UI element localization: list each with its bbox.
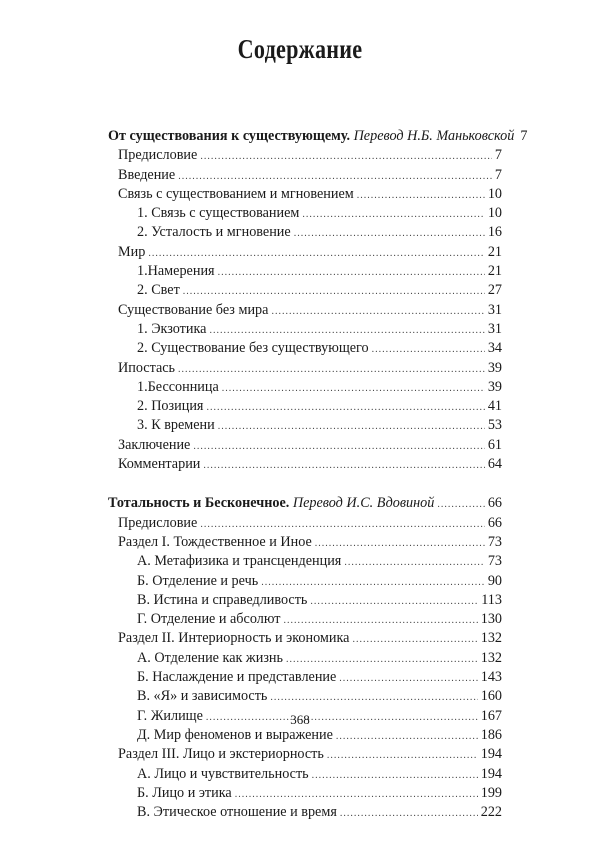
section-translator: Перевод И.С. Вдовиной bbox=[292, 495, 435, 512]
toc-entry bbox=[137, 339, 502, 358]
toc-entry bbox=[137, 765, 502, 784]
toc-entry bbox=[137, 591, 502, 610]
toc-entry-label: А. Метафизика и трансценденция bbox=[137, 553, 342, 570]
toc-section bbox=[0, 494, 600, 822]
toc-entry-label: Раздел III. Лицо и экстериорность bbox=[118, 746, 324, 763]
toc-entry-page: 61 bbox=[487, 436, 502, 453]
dot-leader bbox=[271, 302, 484, 321]
toc-entry bbox=[137, 223, 502, 242]
toc-entry-page: 130 bbox=[480, 611, 502, 628]
toc-entry-page: 10 bbox=[487, 205, 502, 222]
toc-entry-label: 2. Свет bbox=[137, 282, 180, 299]
dot-leader bbox=[178, 360, 485, 379]
toc-entry-label: 2. Усталость и мгновение bbox=[137, 224, 291, 241]
section-page: 7 bbox=[520, 128, 528, 144]
toc-entry bbox=[118, 745, 502, 764]
dot-leader bbox=[270, 688, 477, 707]
section-title: От существования к существующему. bbox=[108, 128, 351, 144]
toc-entry-page: 7 bbox=[494, 147, 502, 164]
toc-entry-page: 66 bbox=[487, 514, 502, 531]
toc-section-heading bbox=[108, 494, 502, 513]
toc-entry bbox=[118, 455, 502, 474]
toc-entry bbox=[137, 378, 502, 397]
toc-entry-page: 132 bbox=[480, 649, 502, 666]
dot-leader bbox=[357, 186, 485, 205]
toc-entry-label: Г. Жилище bbox=[137, 707, 203, 724]
toc-entry-page: 194 bbox=[480, 746, 502, 763]
toc-entry-page: 132 bbox=[480, 630, 502, 647]
toc-entry bbox=[118, 629, 502, 648]
toc-entry-label: 2. Существование без существующего bbox=[137, 340, 369, 357]
toc-entry-label: В. Этическое отношение и время bbox=[137, 804, 337, 821]
dot-leader bbox=[222, 379, 485, 398]
dot-leader bbox=[310, 592, 478, 611]
toc-entry bbox=[137, 803, 502, 822]
toc-entry bbox=[137, 687, 502, 706]
dot-leader bbox=[178, 167, 492, 186]
toc-entry bbox=[137, 649, 502, 668]
page-title: Содержание bbox=[237, 34, 363, 64]
toc-entry-page: 21 bbox=[487, 243, 502, 260]
page-number: 368 bbox=[290, 712, 310, 727]
toc-entry bbox=[118, 185, 502, 204]
toc-entry-label: Мир bbox=[118, 243, 146, 260]
toc-entry bbox=[137, 726, 502, 745]
dot-leader bbox=[336, 727, 478, 746]
toc-entry-label: Предисловие bbox=[118, 147, 198, 164]
toc-entry bbox=[118, 166, 502, 185]
dot-leader bbox=[352, 630, 477, 649]
dot-leader bbox=[193, 437, 484, 456]
toc-entry bbox=[118, 243, 502, 262]
section-title: Тотальность и Бесконечное. bbox=[108, 495, 290, 512]
dot-leader bbox=[340, 804, 478, 823]
toc-entry bbox=[137, 204, 502, 223]
dot-leader bbox=[286, 650, 478, 669]
toc-entry-page: 64 bbox=[487, 456, 502, 473]
toc-entry-label: Б. Наслаждение и представление bbox=[137, 669, 337, 686]
toc-entry-label: Д. Мир феноменов и выражение bbox=[137, 726, 333, 743]
toc-entry bbox=[137, 572, 502, 591]
toc-entry-page: 143 bbox=[480, 669, 502, 686]
dot-leader bbox=[339, 669, 477, 688]
toc-entry-label: Существование без мира bbox=[118, 301, 269, 318]
toc-entry bbox=[137, 281, 502, 300]
toc-entry-page: 10 bbox=[487, 185, 502, 202]
toc-entry-label: Комментарии bbox=[118, 456, 201, 473]
section-page: 66 bbox=[487, 495, 502, 512]
toc-entry-label: Связь с существованием и мгновением bbox=[118, 185, 354, 202]
toc-entry-page: 194 bbox=[480, 765, 502, 782]
toc-entry bbox=[118, 533, 502, 552]
toc-entry-page: 199 bbox=[480, 784, 502, 801]
dot-leader bbox=[200, 515, 484, 534]
toc-entry-page: 160 bbox=[480, 688, 502, 705]
dot-leader bbox=[327, 746, 478, 765]
dot-leader bbox=[200, 147, 492, 166]
toc-section-heading bbox=[108, 127, 528, 146]
dot-leader bbox=[302, 205, 484, 224]
toc-entry-page: 39 bbox=[487, 359, 502, 376]
dot-leader bbox=[218, 417, 485, 436]
dot-leader bbox=[209, 321, 484, 340]
toc-entry bbox=[118, 146, 502, 165]
toc-entry-label: 1.Бессонница bbox=[137, 378, 219, 395]
toc-entry bbox=[137, 668, 502, 687]
dot-leader bbox=[372, 340, 485, 359]
dot-leader bbox=[235, 785, 478, 804]
section-heading-label bbox=[108, 494, 434, 513]
toc-entry bbox=[137, 784, 502, 803]
toc-entry-label: Ипостась bbox=[118, 359, 176, 376]
toc-entry-page: 90 bbox=[487, 572, 502, 589]
toc-entry-page: 113 bbox=[481, 591, 502, 608]
toc-entry-page: 186 bbox=[480, 726, 502, 743]
toc-entry-page: 7 bbox=[494, 166, 502, 183]
toc-entry-page: 34 bbox=[487, 340, 502, 357]
toc-entry bbox=[118, 359, 502, 378]
toc-entry-label: Раздел I. Тождественное и Иное bbox=[118, 533, 312, 550]
toc-entry bbox=[118, 514, 502, 533]
toc-entry-page: 73 bbox=[487, 553, 502, 570]
toc-entry-label: 1. Связь с существованием bbox=[137, 205, 300, 222]
toc-entry-page: 39 bbox=[487, 378, 502, 395]
dot-leader bbox=[312, 766, 478, 785]
toc-entry bbox=[137, 610, 502, 629]
dot-leader bbox=[261, 573, 485, 592]
dot-leader bbox=[283, 611, 477, 630]
toc-entry-page: 31 bbox=[487, 301, 502, 318]
toc-entry-page: 31 bbox=[487, 320, 502, 337]
toc-entry-label: Заключение bbox=[118, 436, 191, 453]
toc-entry bbox=[137, 416, 502, 435]
toc-section bbox=[0, 127, 600, 474]
dot-leader bbox=[218, 263, 485, 282]
toc-entry-label: Б. Отделение и речь bbox=[137, 572, 259, 589]
toc-entry-page: 41 bbox=[487, 398, 502, 415]
toc-entry-page: 27 bbox=[487, 282, 502, 299]
toc-entry bbox=[137, 397, 502, 416]
toc-entry-label: Г. Отделение и абсолют bbox=[137, 611, 281, 628]
toc-entry-label: Предисловие bbox=[118, 514, 198, 531]
dot-leader bbox=[148, 244, 485, 263]
toc-entry-label: 1. Экзотика bbox=[137, 320, 207, 337]
section-heading-label bbox=[108, 127, 514, 146]
toc-entry-label: Б. Лицо и этика bbox=[137, 784, 232, 801]
toc-entry bbox=[118, 301, 502, 320]
toc-entry-page: 16 bbox=[487, 224, 502, 241]
toc-entry-label: 2. Позиция bbox=[137, 398, 204, 415]
dot-leader bbox=[315, 534, 485, 553]
dot-leader bbox=[183, 282, 485, 301]
table-of-contents bbox=[0, 127, 600, 842]
toc-entry-label: Раздел II. Интериорность и экономика bbox=[118, 630, 350, 647]
toc-entry-page: 73 bbox=[487, 533, 502, 550]
toc-entry-label: Введение bbox=[118, 166, 176, 183]
toc-entry bbox=[137, 320, 502, 339]
dot-leader bbox=[344, 553, 484, 572]
toc-entry bbox=[137, 552, 502, 571]
section-translator: Перевод Н.Б. Маньковской bbox=[353, 128, 515, 144]
toc-entry-label: А. Лицо и чувствительность bbox=[137, 765, 309, 782]
toc-entry bbox=[137, 262, 502, 281]
toc-entry-label: 1.Намерения bbox=[137, 263, 215, 280]
toc-entry-label: В. «Я» и зависимость bbox=[137, 688, 268, 705]
dot-leader bbox=[437, 495, 484, 514]
toc-entry-page: 167 bbox=[480, 707, 502, 724]
dot-leader bbox=[206, 398, 484, 417]
toc-entry-label: 3. К времени bbox=[137, 417, 215, 434]
toc-entry bbox=[118, 436, 502, 455]
dot-leader bbox=[203, 456, 484, 475]
toc-entry-label: В. Истина и справедливость bbox=[137, 591, 308, 608]
toc-entry-label: А. Отделение как жизнь bbox=[137, 649, 283, 666]
toc-entry-page: 53 bbox=[487, 417, 502, 434]
toc-entry-page: 21 bbox=[487, 263, 502, 280]
dot-leader bbox=[294, 224, 485, 243]
toc-entry-page: 222 bbox=[480, 804, 502, 821]
